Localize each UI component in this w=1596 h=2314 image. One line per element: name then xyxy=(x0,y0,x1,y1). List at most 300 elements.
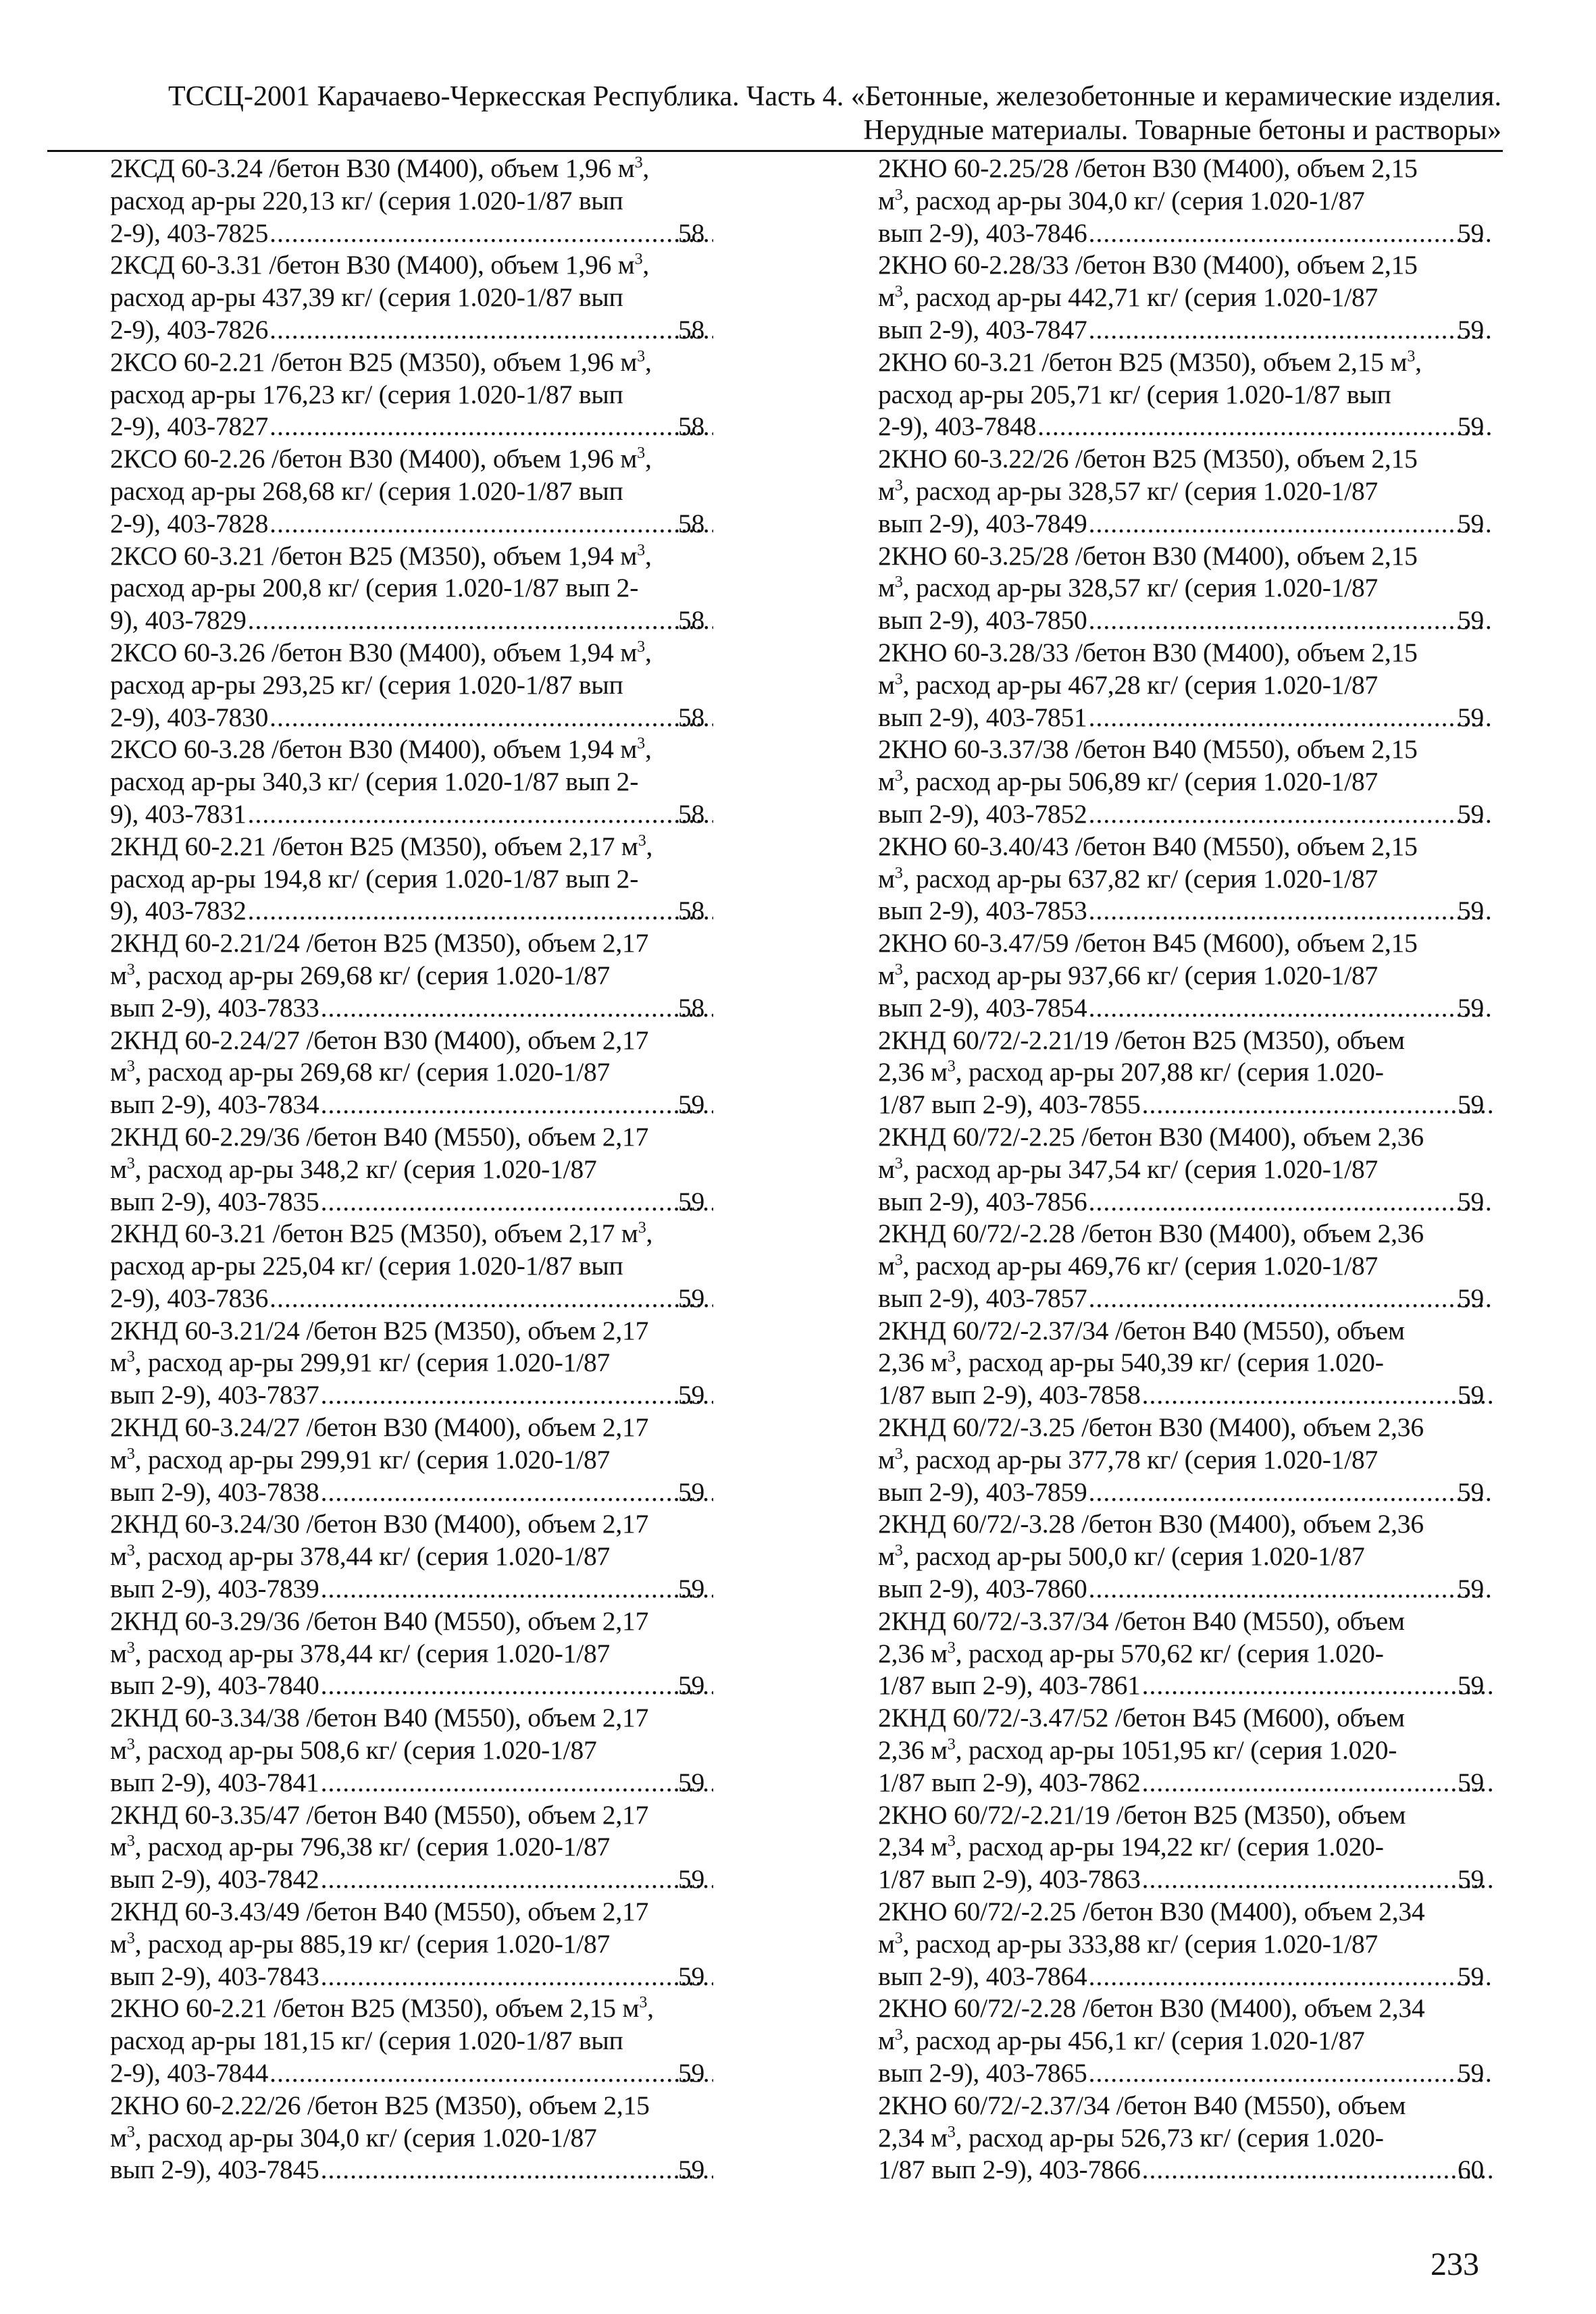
entry-code: вып 2-9), 403-7833 xyxy=(110,992,319,1023)
entry-title-tail: , xyxy=(642,153,650,183)
entry-line-1 xyxy=(110,1218,715,1250)
entry-title: 2КНД 60-3.24/27 /бетон В30 (М400), объем 2,17 xyxy=(110,1412,649,1443)
entry-title: 2КНД 60/72/-3.37/34 /бетон В40 (М550), объем xyxy=(878,1605,1405,1636)
dot-leader xyxy=(321,1670,713,1702)
entry-code: 2-9), 403-7848 xyxy=(878,411,1037,442)
index-entry xyxy=(878,1702,1494,1799)
entry-line-2: $м^3$, расход ар-ры 506,89 кг/ (серия 1.020-1/87 xyxy=(878,767,1379,797)
header-rule xyxy=(47,150,1503,152)
entry-line-2 xyxy=(110,766,715,798)
dot-leader xyxy=(269,411,713,443)
entry-code: вып 2-9), 403-7860 xyxy=(878,1574,1087,1604)
unit-superscript: 3 xyxy=(894,1251,903,1269)
entry-line-2 xyxy=(878,2122,1494,2155)
entry-code: 9), 403-7832 xyxy=(110,896,247,926)
entry-title: 2КНД 60-2.29/36 /бетон В40 (М550), объем 2,17 xyxy=(110,1121,649,1152)
entry-code: 2-9), 403-7825 xyxy=(110,217,269,248)
entry-title: 2КНД 60-3.29/36 /бетон В40 (М550), объем 2,17 xyxy=(110,1605,649,1636)
index-entry xyxy=(110,2090,715,2186)
entry-line-2: $м^3$, расход ар-ры 299,91 кг/ (серия 1.020-1/87 xyxy=(110,1347,611,1378)
entry-line-1 xyxy=(110,1412,715,1444)
entry-title: 2КНД 60/72/-3.25 /бетон В30 (М400), объем 2,36 xyxy=(878,1412,1424,1443)
entry-detail: , расход ар-ры 194,22 кг/ (серия 1.020- xyxy=(955,1832,1384,1862)
entry-code: вып 2-9), 403-7864 xyxy=(878,1961,1087,1991)
entry-line-3: 2-9), 403-7848 ..... 59 xyxy=(915,411,1494,443)
entry-title: 2КНД 60-3.35/47 /бетон В40 (М550), объем 2,17 xyxy=(110,1799,649,1830)
index-entry xyxy=(110,831,715,927)
entry-title-tail: , xyxy=(644,540,652,571)
entry-title: 2КНО 60-3.37/38 /бетон В40 (М550), объем 2,15 xyxy=(878,734,1418,765)
index-entry xyxy=(110,1025,715,1121)
entry-detail: , расход ар-ры 347,54 кг/ (серия 1.020-1/87 xyxy=(902,1154,1379,1184)
entry-line-1 xyxy=(878,346,1494,379)
entry-title: 2КНО 60-3.22/26 /бетон В25 (М350), объем 2,15 xyxy=(878,444,1418,474)
entry-code: вып 2-9), 403-7854 xyxy=(878,992,1087,1023)
entry-line-2: $м^3$, расход ар-ры 500,0 кг/ (серия 1.020-1/87 xyxy=(878,1541,1365,1572)
entry-line-1 xyxy=(110,153,715,185)
entry-line-1 xyxy=(878,831,1494,863)
entry-code: вып 2-9), 403-7845 xyxy=(110,2155,319,2185)
entry-line-3: вып 2-9), 403-7852 ..... 59 xyxy=(915,798,1494,831)
entry-line-1 xyxy=(110,1799,715,1832)
index-entry xyxy=(110,1218,715,1314)
index-entry xyxy=(878,637,1494,734)
entry-line-1 xyxy=(878,1218,1494,1250)
entry-code: вып 2-9), 403-7850 xyxy=(878,605,1087,636)
entry-line-1 xyxy=(110,734,715,766)
dot-leader xyxy=(248,605,713,637)
entry-line-2 xyxy=(878,1347,1494,1379)
unit-superscript: 3 xyxy=(126,1058,135,1076)
entry-line-3: 1/87 вып 2-9), 403-7866 ..... 60 xyxy=(915,2154,1494,2186)
entry-line-1 xyxy=(878,637,1494,669)
entry-detail: , расход ар-ры 328,57 кг/ (серия 1.020-1/87 xyxy=(902,573,1379,603)
entry-code: вып 2-9), 403-7859 xyxy=(878,1476,1087,1507)
entry-code: вып 2-9), 403-7847 xyxy=(878,314,1087,344)
entry-title-tail: , xyxy=(644,734,652,765)
entry-code: 2-9), 403-7828 xyxy=(110,508,269,538)
entry-line-3: вып 2-9), 403-7838 ..... 59 xyxy=(147,1476,715,1509)
entry-line-3: вып 2-9), 403-7856 ..... 59 xyxy=(915,1186,1494,1218)
entry-line-1 xyxy=(878,1605,1494,1638)
unit-superscript: 3 xyxy=(894,573,903,592)
dot-leader xyxy=(321,1573,713,1605)
entry-line-2: $м^3$, расход ар-ры 269,68 кг/ (серия 1.020-1/87 xyxy=(110,1057,611,1087)
entry-line-1 xyxy=(110,1992,715,2025)
entry-title: 2КНД 60/72/-2.21/19 /бетон В25 (М350), объем xyxy=(878,1025,1405,1055)
entry-code: 1/87 вып 2-9), 403-7863 xyxy=(878,1864,1141,1895)
entry-line-2: $м^3$, расход ар-ры 347,54 кг/ (серия 1.020-1/87 xyxy=(878,1154,1379,1184)
entry-code: 1/87 вып 2-9), 403-7861 xyxy=(878,1670,1141,1701)
entry-line-1 xyxy=(878,540,1494,573)
unit-superscript: 3 xyxy=(947,1348,956,1366)
entry-title: 2КНО 60-2.25/28 /бетон В30 (М400), объем 2,15 xyxy=(878,153,1418,183)
unit-superscript: 3 xyxy=(894,1445,903,1463)
entry-line-3: вып 2-9), 403-7847 ..... 59 xyxy=(915,314,1494,346)
unit-superscript: 3 xyxy=(637,638,645,656)
entry-line-2: $м^3$, расход ар-ры 299,91 кг/ (серия 1.020-1/87 xyxy=(110,1444,611,1474)
entry-title: 2КНД 60-2.21 /бетон В25 (М350), объем 2,17 м xyxy=(110,831,638,861)
entry-line-1 xyxy=(878,1121,1494,1154)
entry-detail: расход ар-ры 293,25 кг/ (серия 1.020-1/87 вып xyxy=(110,669,623,700)
entry-volume: 2,34 м xyxy=(878,1832,948,1862)
entry-title: 2КНО 60-3.40/43 /бетон В40 (М550), объем 2,15 xyxy=(878,831,1418,861)
dot-leader xyxy=(1089,2057,1493,2090)
entry-title: 2КСО 60-2.21 /бетон В25 (М350), объем 1,96 м xyxy=(110,346,638,377)
entry-detail: расход ар-ры 437,39 кг/ (серия 1.020-1/87 вып xyxy=(110,282,623,313)
unit-superscript: 3 xyxy=(894,283,903,301)
entry-line-1 xyxy=(110,1605,715,1638)
entry-line-3: 9), 403-7832 ..... 58 xyxy=(147,895,715,927)
entry-line-1 xyxy=(110,443,715,475)
unit-superscript: 3 xyxy=(126,1832,135,1851)
entry-title: 2КНО 60-3.47/59 /бетон В45 (М600), объем 2,15 xyxy=(878,928,1418,958)
entry-detail: , расход ар-ры 456,1 кг/ (серия 1.020-1/87 xyxy=(902,2026,1365,2056)
index-entry xyxy=(878,346,1494,443)
entry-line-3: вып 2-9), 403-7857 ..... 59 xyxy=(915,1283,1494,1315)
index-entry xyxy=(878,1025,1494,1121)
entry-code: вып 2-9), 403-7849 xyxy=(878,508,1087,538)
entry-line-2 xyxy=(110,475,715,508)
index-entry xyxy=(110,1702,715,1799)
entry-title: 2КСО 60-3.28 /бетон В30 (М400), объем 1,94 м xyxy=(110,734,638,765)
entry-code: вып 2-9), 403-7852 xyxy=(878,798,1087,829)
unit-superscript: 3 xyxy=(126,960,135,979)
entry-line-1 xyxy=(878,153,1494,185)
entry-line-3: 9), 403-7831 ..... 58 xyxy=(147,798,715,831)
unit-superscript: 3 xyxy=(894,864,903,882)
entry-code: вып 2-9), 403-7841 xyxy=(110,1767,319,1797)
entry-line-2: $м^3$, расход ар-ры 469,76 кг/ (серия 1.020-1/87 xyxy=(878,1251,1379,1281)
entry-line-3: вып 2-9), 403-7850 ..... 59 xyxy=(915,605,1494,637)
index-entry xyxy=(110,153,715,249)
index-entry xyxy=(878,1315,1494,1412)
entry-title: 2КНД 60-3.21/24 /бетон В25 (М350), объем 2,17 xyxy=(110,1315,649,1345)
entry-title: 2КНД 60/72/-2.25 /бетон В30 (М400), объем 2,36 xyxy=(878,1121,1424,1152)
dot-leader xyxy=(1089,702,1493,734)
unit-superscript: 3 xyxy=(634,153,643,172)
entry-line-3: вып 2-9), 403-7843 ..... 59 xyxy=(147,1961,715,1993)
entry-line-1 xyxy=(878,1315,1494,1347)
dot-leader xyxy=(321,1767,713,1799)
unit-superscript: 3 xyxy=(637,347,645,365)
entry-code: вып 2-9), 403-7843 xyxy=(110,1961,319,1991)
entry-detail: , расход ар-ры 333,88 кг/ (серия 1.020-1/87 xyxy=(902,1928,1379,1959)
dot-leader xyxy=(321,1089,713,1121)
index-entry xyxy=(110,346,715,443)
index-entry xyxy=(878,249,1494,346)
entry-code: 2-9), 403-7827 xyxy=(110,411,269,442)
entry-detail: , расход ар-ры 304,0 кг/ (серия 1.020-1/87 xyxy=(134,2122,597,2153)
unit-superscript: 3 xyxy=(947,1735,956,1753)
dot-leader xyxy=(1089,508,1493,540)
entry-detail: , расход ар-ры 378,44 кг/ (серия 1.020-1/87 xyxy=(134,1638,611,1668)
entry-code: вып 2-9), 403-7835 xyxy=(110,1186,319,1216)
unit-superscript: 3 xyxy=(894,1929,903,1947)
entry-line-2: $м^3$, расход ар-ры 885,19 кг/ (серия 1.020-1/87 xyxy=(110,1928,611,1959)
entry-title: 2КНО 60-2.21 /бетон В25 (М350), объем 2,15 м xyxy=(110,1993,640,2024)
index-entry xyxy=(878,1218,1494,1314)
unit-superscript: 3 xyxy=(947,1639,956,1657)
index-entry xyxy=(110,734,715,830)
index-entry xyxy=(110,1315,715,1412)
entry-detail: расход ар-ры 181,15 кг/ (серия 1.020-1/87 вып xyxy=(110,2026,623,2056)
entry-title-tail: , xyxy=(646,1218,653,1249)
entry-line-1 xyxy=(110,249,715,282)
dot-leader xyxy=(1089,1476,1493,1509)
entry-title: 2КНО 60/72/-2.28 /бетон В30 (М400), объем 2,34 xyxy=(878,1993,1425,2024)
entry-line-1 xyxy=(110,1315,715,1347)
index-entry xyxy=(878,734,1494,830)
dot-leader xyxy=(1089,605,1493,637)
entry-detail: , расход ар-ры 299,91 кг/ (серия 1.020-1/87 xyxy=(134,1347,611,1378)
entry-line-2: $м^3$, расход ар-ры 796,38 кг/ (серия 1.020-1/87 xyxy=(110,1832,611,1862)
entry-line-3: вып 2-9), 403-7865 ..... 59 xyxy=(915,2057,1494,2090)
entry-detail: , расход ар-ры 304,0 кг/ (серия 1.020-1/87 xyxy=(902,185,1365,215)
unit-superscript: 3 xyxy=(894,670,903,688)
entry-detail: , расход ар-ры 540,39 кг/ (серия 1.020- xyxy=(955,1347,1384,1378)
dot-leader xyxy=(1142,1089,1493,1121)
entry-detail: , расход ар-ры 937,66 кг/ (серия 1.020-1/87 xyxy=(902,960,1379,990)
entry-title: 2КНД 60/72/-3.28 /бетон В30 (М400), объем 2,36 xyxy=(878,1509,1424,1539)
entry-line-1 xyxy=(878,734,1494,766)
entry-line-3: вып 2-9), 403-7833 ..... 58 xyxy=(147,992,715,1025)
entry-title-tail: , xyxy=(642,250,650,280)
dot-leader xyxy=(1142,1379,1493,1412)
entry-line-2: $м^3$, расход ар-ры 467,28 кг/ (серия 1.020-1/87 xyxy=(878,669,1379,700)
entry-code: вып 2-9), 403-7840 xyxy=(110,1670,319,1701)
dot-leader xyxy=(1089,314,1493,346)
entry-code: 9), 403-7829 xyxy=(110,605,247,636)
index-entry xyxy=(878,153,1494,249)
entry-detail: , расход ар-ры 508,6 кг/ (серия 1.020-1/87 xyxy=(134,1735,597,1766)
dot-leader xyxy=(321,1961,713,1993)
entry-title: 2КНД 60-3.34/38 /бетон В40 (М550), объем 2,17 xyxy=(110,1703,649,1733)
entry-detail: расход ар-ры 220,13 кг/ (серия 1.020-1/87 вып xyxy=(110,185,623,215)
entry-title: 2КСД 60-3.24 /бетон В30 (М400), объем 1,96 м xyxy=(110,153,635,183)
entry-detail: , расход ар-ры 207,88 кг/ (серия 1.020- xyxy=(955,1057,1384,1087)
entry-volume: 2,36 м xyxy=(878,1638,948,1668)
entry-detail: , расход ар-ры 885,19 кг/ (серия 1.020-1/87 xyxy=(134,1928,611,1959)
entry-line-2: $м^3$, расход ар-ры 442,71 кг/ (серия 1.020-1/87 xyxy=(878,282,1379,313)
entry-line-3: вып 2-9), 403-7860 ..... 59 xyxy=(915,1573,1494,1605)
unit-superscript: 3 xyxy=(126,1154,135,1173)
index-entry xyxy=(878,927,1494,1024)
entry-title-tail: , xyxy=(646,831,653,861)
entry-line-3: вып 2-9), 403-7845 ..... 59 xyxy=(147,2154,715,2186)
unit-superscript: 3 xyxy=(637,735,645,753)
unit-superscript: 3 xyxy=(126,2123,135,2141)
entry-code: 2-9), 403-7836 xyxy=(110,1283,269,1313)
dot-leader xyxy=(1089,1573,1493,1605)
unit-superscript: 3 xyxy=(894,476,903,494)
entry-line-3: вып 2-9), 403-7835 ..... 59 xyxy=(147,1186,715,1218)
index-entry xyxy=(878,831,1494,927)
entry-line-2 xyxy=(878,1734,1494,1767)
entry-line-1 xyxy=(110,1702,715,1734)
unit-superscript: 3 xyxy=(639,1994,648,2012)
entry-code: 2-9), 403-7844 xyxy=(110,2058,269,2088)
page-number: 233 xyxy=(1431,2246,1479,2282)
entry-line-3: вып 2-9), 403-7864 ..... 59 xyxy=(915,1961,1494,1993)
entry-title: 2КНД 60-3.21 /бетон В25 (М350), объем 2,17 м xyxy=(110,1218,638,1249)
entry-line-1 xyxy=(110,831,715,863)
entry-line-3: вып 2-9), 403-7841 ..... 59 xyxy=(147,1767,715,1799)
entry-line-1 xyxy=(878,1799,1494,1832)
entry-line-2 xyxy=(110,863,715,896)
entry-title: 2КНД 60-3.24/30 /бетон В30 (М400), объем 2,17 xyxy=(110,1509,649,1539)
unit-superscript: 3 xyxy=(947,1058,956,1076)
header-line-1: ТССЦ-2001 Карачаево-Черкесская Республика. Часть 4. «Бетонные, железобетонные и керамические изделия. xyxy=(168,81,1501,112)
entry-detail: расход ар-ры 194,8 кг/ (серия 1.020-1/87 вып 2- xyxy=(110,863,639,894)
entry-line-3: 1/87 вып 2-9), 403-7863 ..... 59 xyxy=(915,1863,1494,1896)
unit-superscript: 3 xyxy=(126,1542,135,1560)
dot-leader xyxy=(269,314,713,346)
entry-line-3: вып 2-9), 403-7859 ..... 59 xyxy=(915,1476,1494,1509)
entry-line-3: вып 2-9), 403-7851 ..... 59 xyxy=(915,702,1494,734)
dot-leader xyxy=(1142,2154,1493,2186)
entry-line-2 xyxy=(110,185,715,217)
dot-leader xyxy=(269,508,713,540)
entry-title-tail: , xyxy=(644,444,652,474)
entry-code: вып 2-9), 403-7857 xyxy=(878,1283,1087,1313)
unit-superscript: 3 xyxy=(894,1154,903,1173)
entry-line-1 xyxy=(878,2090,1494,2122)
entry-line-3: вып 2-9), 403-7849 ..... 59 xyxy=(915,508,1494,540)
entry-volume: 2,36 м xyxy=(878,1057,948,1087)
entry-code: 2-9), 403-7830 xyxy=(110,702,269,732)
entry-line-2 xyxy=(110,2025,715,2057)
entry-title: 2КСО 60-3.26 /бетон В30 (М400), объем 1,94 м xyxy=(110,637,638,667)
index-entry xyxy=(878,443,1494,540)
dot-leader xyxy=(321,1186,713,1218)
entry-title: 2КСО 60-3.21 /бетон В25 (М350), объем 1,94 м xyxy=(110,540,638,571)
unit-superscript: 3 xyxy=(894,2026,903,2045)
entry-code: 1/87 вып 2-9), 403-7862 xyxy=(878,1767,1141,1797)
entry-volume: 2,36 м xyxy=(878,1347,948,1378)
entry-line-2 xyxy=(110,1250,715,1283)
index-entry xyxy=(110,1605,715,1702)
unit-superscript: 3 xyxy=(894,1542,903,1560)
entry-line-1 xyxy=(110,346,715,379)
entry-code: вып 2-9), 403-7851 xyxy=(878,702,1087,732)
entry-line-2: $м^3$, расход ар-ры 328,57 кг/ (серия 1.020-1/87 xyxy=(878,475,1379,506)
entry-detail: , расход ар-ры 1051,95 кг/ (серия 1.020- xyxy=(955,1735,1397,1766)
entry-detail: , расход ар-ры 442,71 кг/ (серия 1.020-1/87 xyxy=(902,282,1379,313)
entry-title-tail: , xyxy=(644,637,652,667)
entry-line-3: вып 2-9), 403-7837 ..... 59 xyxy=(147,1379,715,1412)
entry-title: 2КНД 60-3.43/49 /бетон В40 (М550), объем 2,17 xyxy=(110,1897,649,1927)
entry-line-2: $м^3$, расход ар-ры 304,0 кг/ (серия 1.020-1/87 xyxy=(110,2122,597,2153)
entry-code: 1/87 вып 2-9), 403-7855 xyxy=(878,1089,1141,1120)
index-entry xyxy=(110,540,715,637)
entry-line-3: вып 2-9), 403-7854 ..... 59 xyxy=(915,992,1494,1025)
entry-line-3: 2-9), 403-7828 ..... 58 xyxy=(147,508,715,540)
entry-line-2: $м^3$, расход ар-ры 333,88 кг/ (серия 1.020-1/87 xyxy=(878,1928,1379,1959)
dot-leader xyxy=(1142,1767,1493,1799)
entry-line-1 xyxy=(110,927,715,960)
index-entry xyxy=(110,1508,715,1605)
entry-code: 1/87 вып 2-9), 403-7858 xyxy=(878,1380,1141,1410)
entry-detail: , расход ар-ры 570,62 кг/ (серия 1.020- xyxy=(955,1638,1384,1668)
entry-title: 2КНД 60-2.24/27 /бетон В30 (М400), объем 2,17 xyxy=(110,1025,649,1055)
entry-detail: , расход ар-ры 526,73 кг/ (серия 1.020- xyxy=(955,2122,1384,2153)
dot-leader xyxy=(1089,992,1493,1025)
dot-leader xyxy=(1089,217,1493,250)
unit-superscript: 3 xyxy=(894,767,903,785)
index-entry xyxy=(878,540,1494,637)
index-entry xyxy=(878,2090,1494,2186)
entry-line-2: $м^3$, расход ар-ры 377,78 кг/ (серия 1.020-1/87 xyxy=(878,1444,1379,1474)
entry-line-1 xyxy=(878,1702,1494,1734)
entry-line-2 xyxy=(878,1056,1494,1089)
index-entry xyxy=(878,1896,1494,1992)
entry-title: 2КНД 60/72/-2.28 /бетон В30 (М400), объем 2,36 xyxy=(878,1218,1424,1249)
entry-line-3: 2-9), 403-7825 ..... 58 xyxy=(147,217,715,250)
header-line-2: Нерудные материалы. Товарные бетоны и растворы» xyxy=(863,115,1501,146)
entry-detail: , расход ар-ры 500,0 кг/ (серия 1.020-1/87 xyxy=(902,1541,1365,1572)
index-entry xyxy=(110,1799,715,1896)
dot-leader xyxy=(269,2057,713,2090)
entry-title: 2КНО 60-2.22/26 /бетон В25 (М350), объем 2,15 xyxy=(110,2090,650,2120)
entry-detail: расход ар-ры 176,23 кг/ (серия 1.020-1/87 вып xyxy=(110,379,623,409)
entry-line-1 xyxy=(878,1896,1494,1928)
entry-line-1 xyxy=(878,1508,1494,1541)
dot-leader xyxy=(1089,1283,1493,1315)
entry-line-1 xyxy=(878,249,1494,282)
dot-leader xyxy=(321,1863,713,1896)
entry-detail: , расход ар-ры 796,38 кг/ (серия 1.020-1/87 xyxy=(134,1832,611,1862)
entry-detail: расход ар-ры 268,68 кг/ (серия 1.020-1/87 вып xyxy=(110,475,623,506)
entry-code: вып 2-9), 403-7842 xyxy=(110,1864,319,1895)
dot-leader xyxy=(1037,411,1493,443)
entry-line-1 xyxy=(110,540,715,573)
index-entry xyxy=(110,443,715,540)
entry-detail: , расход ар-ры 637,82 кг/ (серия 1.020-1/87 xyxy=(902,863,1379,894)
dot-leader xyxy=(1089,798,1493,831)
dot-leader xyxy=(1142,1670,1493,1702)
dot-leader xyxy=(269,1283,713,1315)
entry-line-2 xyxy=(878,1638,1494,1670)
entry-code: вып 2-9), 403-7838 xyxy=(110,1476,319,1507)
entry-title: 2КНД 60/72/-3.47/52 /бетон В45 (М600), объем xyxy=(878,1703,1405,1733)
entry-title: 2КНО 60-3.21 /бетон В25 (М350), объем 2,15 м xyxy=(878,346,1408,377)
entry-volume: 2,34 м xyxy=(878,2122,948,2153)
entry-line-3: 2-9), 403-7836 ..... 59 xyxy=(147,1283,715,1315)
entry-line-1 xyxy=(110,1508,715,1541)
entry-code: 1/87 вып 2-9), 403-7866 xyxy=(878,2155,1141,2185)
running-header xyxy=(152,80,1501,147)
entry-line-2: $м^3$, расход ар-ры 304,0 кг/ (серия 1.020-1/87 xyxy=(878,185,1365,215)
entry-line-3: 9), 403-7829 ..... 58 xyxy=(147,605,715,637)
index-entry xyxy=(110,1412,715,1508)
entry-detail: , расход ар-ры 299,91 кг/ (серия 1.020-1/87 xyxy=(134,1444,611,1474)
entry-title: 2КНО 60-3.28/33 /бетон В30 (М400), объем 2,15 xyxy=(878,637,1418,667)
entry-line-3: 2-9), 403-7830 ..... 58 xyxy=(147,702,715,734)
entry-line-3: 2-9), 403-7826 ..... 58 xyxy=(147,314,715,346)
dot-leader xyxy=(1089,1961,1493,1993)
entry-title: 2КНО 60/72/-2.37/34 /бетон В40 (М550), объем xyxy=(878,2090,1406,2120)
entry-line-1 xyxy=(110,1121,715,1154)
entry-detail: расход ар-ры 205,71 кг/ (серия 1.020-1/87 вып xyxy=(878,379,1391,409)
entry-code: вып 2-9), 403-7846 xyxy=(878,217,1087,248)
unit-superscript: 3 xyxy=(126,1348,135,1366)
entry-line-2: $м^3$, расход ар-ры 937,66 кг/ (серия 1.020-1/87 xyxy=(878,960,1379,990)
entry-code: вып 2-9), 403-7837 xyxy=(110,1380,319,1410)
entry-line-3: 2-9), 403-7827 ..... 58 xyxy=(147,411,715,443)
entry-line-3: вып 2-9), 403-7846 ..... 59 xyxy=(915,217,1494,250)
unit-superscript: 3 xyxy=(638,831,646,850)
